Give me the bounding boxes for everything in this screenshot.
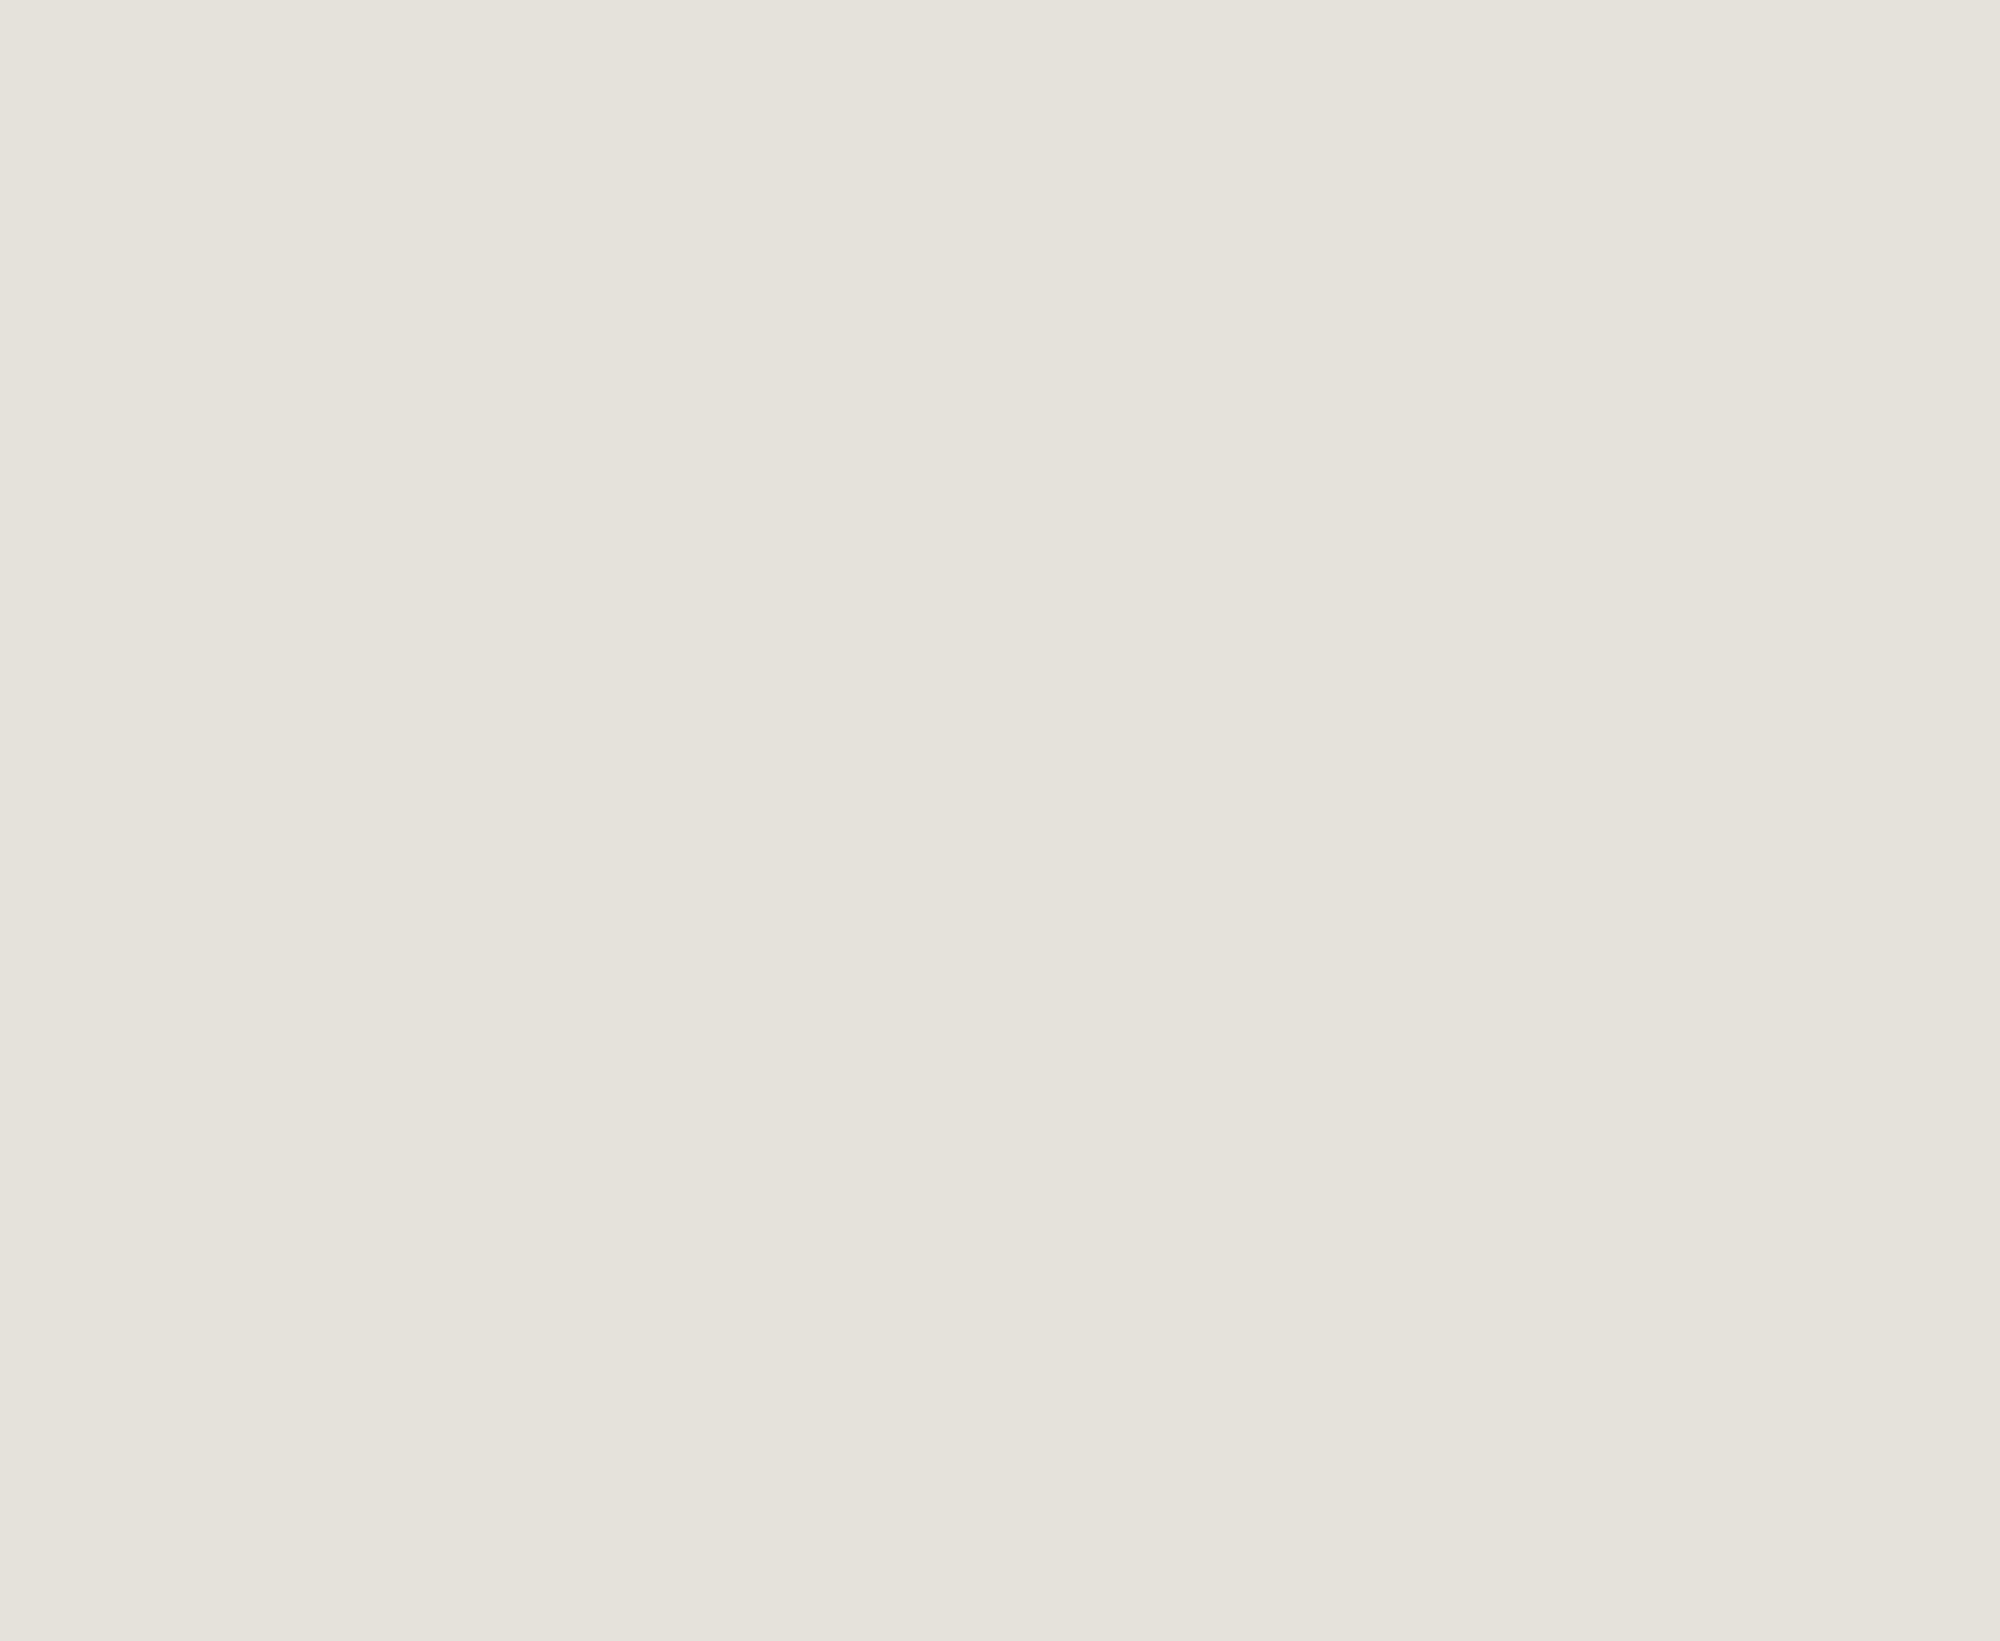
text-column-1 <box>95 28 670 1613</box>
text-column-3 <box>1333 28 1908 1613</box>
text-column-2 <box>735 28 1310 1613</box>
